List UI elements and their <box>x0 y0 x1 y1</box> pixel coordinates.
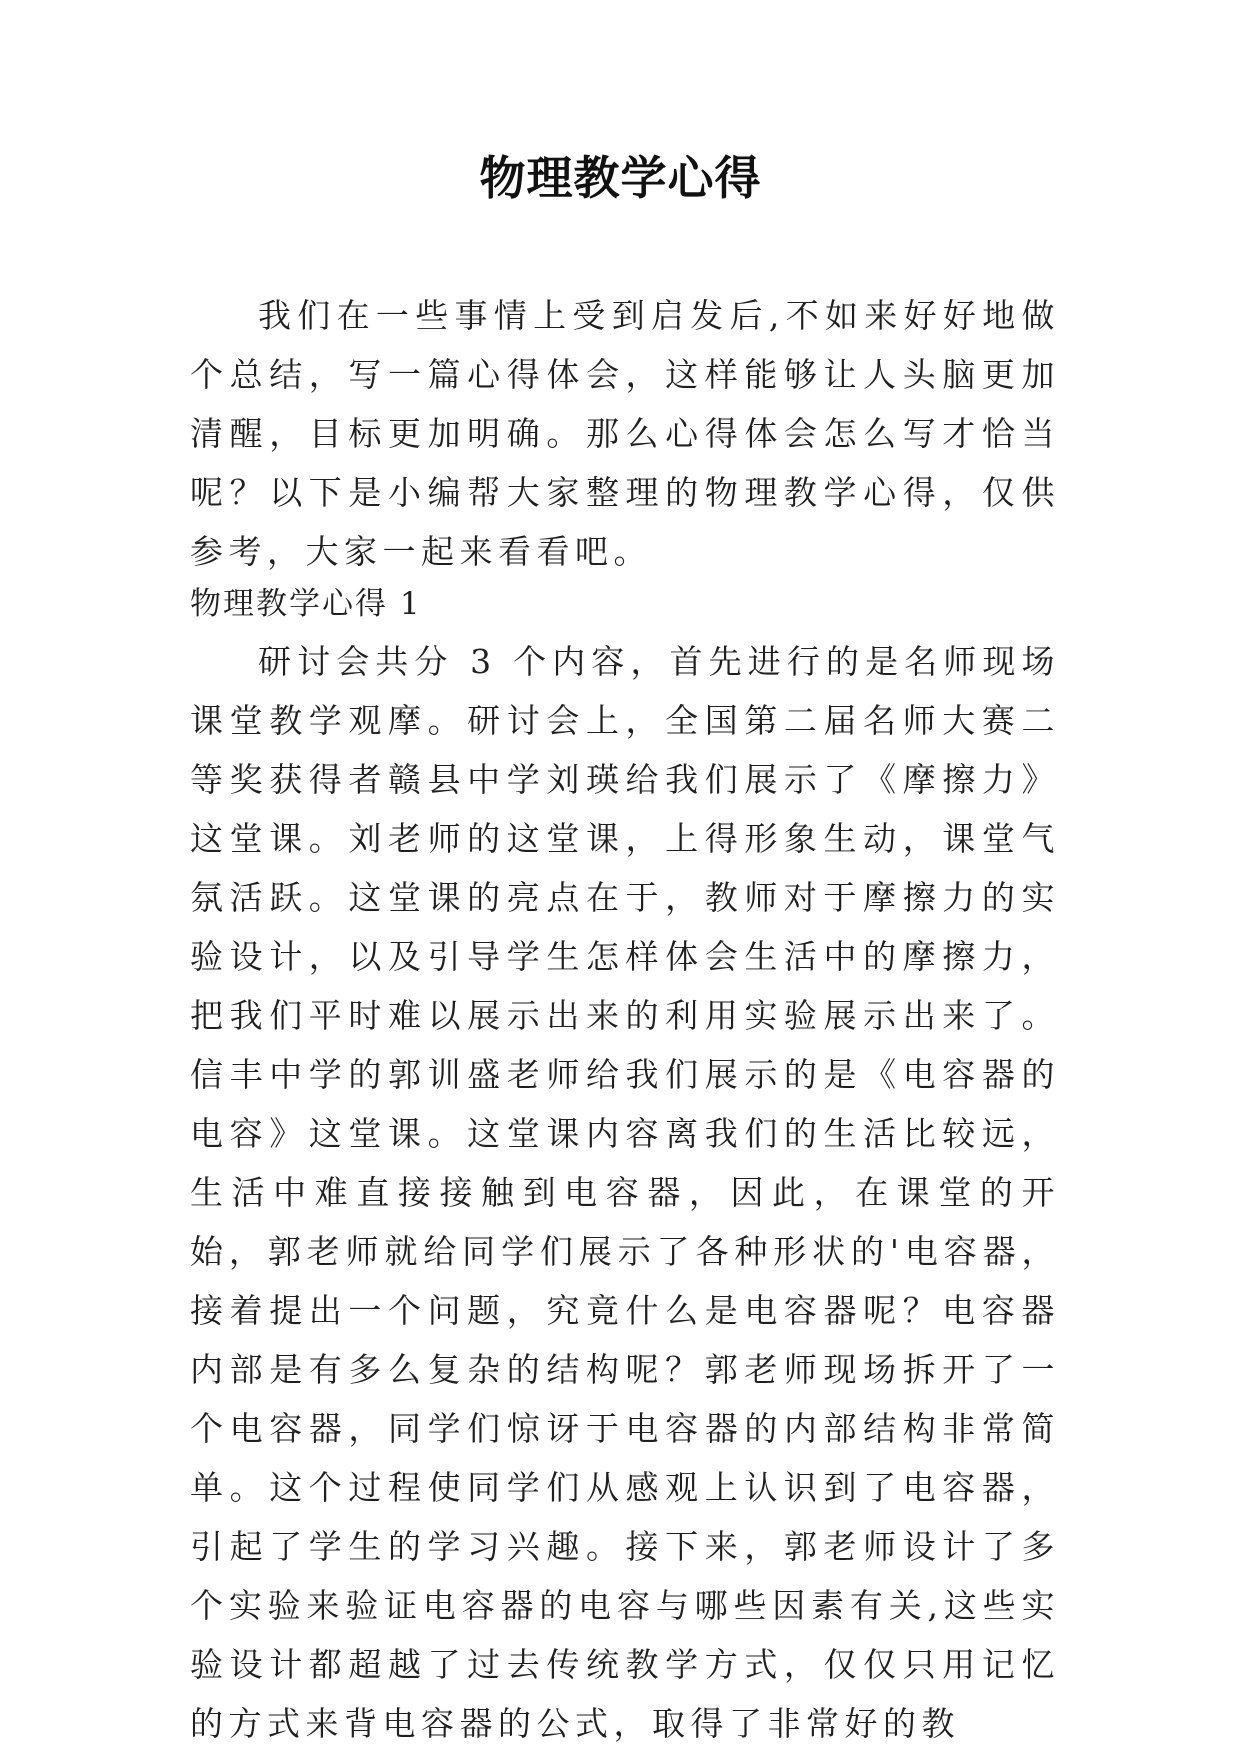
document-title: 物理教学心得 <box>479 151 762 205</box>
section-body-1: 研讨会共分 3 个内容，首先进行的是名师现场课堂教学观摩。研讨会上，全国第二届名师大赛二等奖获得者赣县中学刘瑛给我们展示了《摩擦力》这堂课。刘老师的这堂课，上得形象生动，课堂气氛活跃。这堂课的亮点在于，教师对于摩擦力的实验设计，以及引导学生怎样体会生活中的摩擦力，把我们平时难以展示出来的利用实验展示出来了。信丰中学的郭训盛老师给我们展示的是《电容器的电容》这堂课。这堂课内容离我们的生活比较远，生活中难直接接触到电容器，因此，在课堂的开始，郭老师就给同学们展示了各种形状的'电容器，接着提出一个问题，究竟什么是电容器呢？电容器内部是有多么复杂的结构呢？郭老师现场拆开了一个电容器，同学们惊讶于电容器的内部结构非常简单。这个过程使同学们从感观上认识到了电容器，引起了学生的学习兴趣。接下来，郭老师设计了多个实验来验证电容器的电容与哪些因素有关,这些实验设计都超越了过去传统教学方式，仅仅只用记忆的方式来背电容器的公式，取得了非常好的教 <box>190 642 1060 1743</box>
section-heading-1: 物理教学心得 1 <box>190 586 422 622</box>
intro-paragraph: 我们在一些事情上受到启发后,不如来好好地做个总结，写一篇心得体会，这样能够让人头脑更加清醒，目标更加明确。那么心得体会怎么写才恰当呢？以下是小编帮大家整理的物理教学心得，仅供参考，大家一起来看看吧。 <box>190 296 1060 571</box>
